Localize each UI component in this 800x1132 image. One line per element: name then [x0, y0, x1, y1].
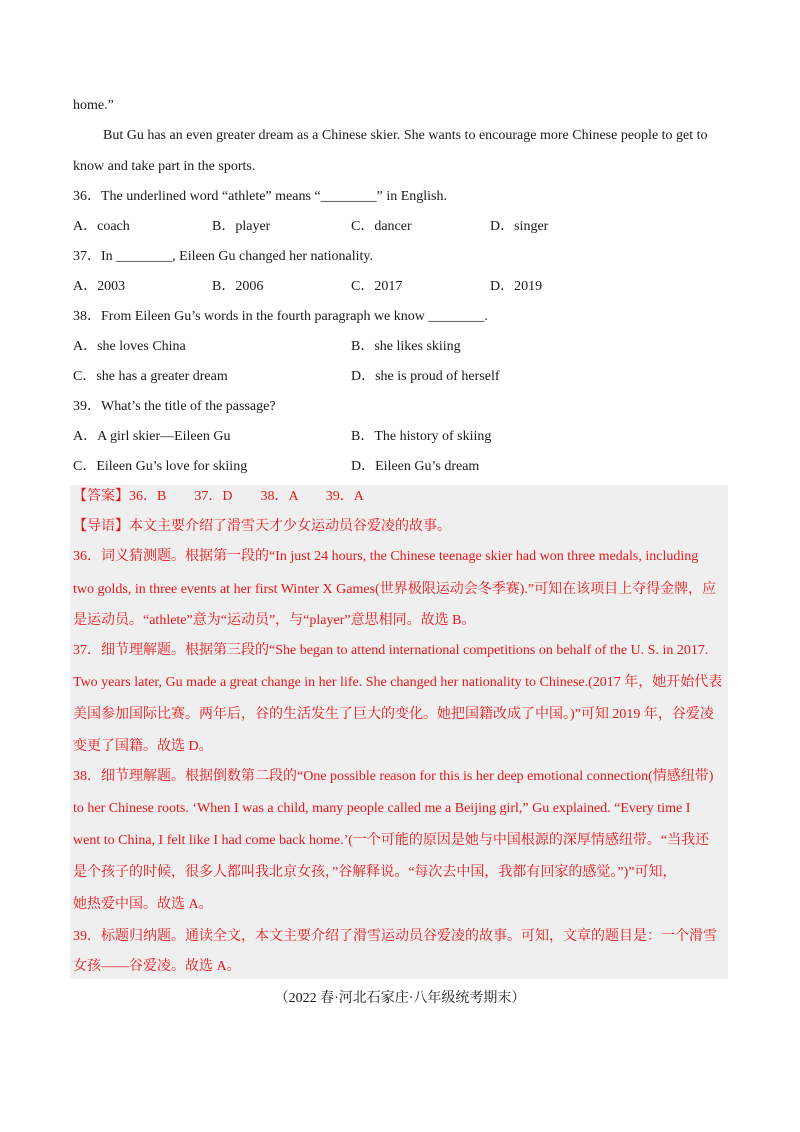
q37-option-c: C．2017 [351, 279, 403, 294]
explanation-line: 39．标题归纳题。通读全文，本文主要介绍了滑雪运动员谷爱凌的故事。可知，文章的题目是：一个滑雪 [73, 929, 717, 944]
q36-option-d: D．singer [490, 219, 549, 234]
explanation-line: 是个孩子的时候，很多人都叫我北京女孩，”谷解释说。“每次去中国，我都有回家的感觉。”)”可知， [73, 865, 677, 880]
explanation-line: two golds, in three events at her first Winter X Games(世界极限运动会冬季赛).”可知在该项目上夺得金牌，应 [73, 582, 717, 597]
q37-option-a: A．2003 [73, 279, 126, 294]
question-37-stem: 37．In ________, Eileen Gu changed her nationality. [73, 249, 374, 264]
passage-line: home.” [73, 98, 114, 113]
explanation-line: to her Chinese roots. ‘When I was a child, many people called me a Beijing girl,” Gu explained. “Every time I [73, 801, 691, 816]
q39-option-a: A．A girl skier—Eileen Gu [73, 429, 231, 444]
explanation-line: 36．词义猜测题。根据第一段的“In just 24 hours, the Chinese teenage skier had won three medals, including [73, 549, 699, 564]
q36-option-b: B．player [212, 219, 271, 234]
guide-line: 【导语】本文主要介绍了滑雪天才少女运动员谷爱凌的故事。 [73, 519, 451, 534]
explanation-line: 37．细节理解题。根据第三段的“She began to attend international competitions on behalf of the U. S. in 2017. [73, 643, 709, 658]
q39-option-d: D．Eileen Gu’s dream [351, 459, 480, 474]
explanation-line: 变更了国籍。故选 D。 [73, 739, 213, 754]
q38-option-b: B．she likes skiing [351, 339, 461, 354]
explanation-line: 38．细节理解题。根据倒数第二段的“One possible reason for this is her deep emotional connection(情感纽带) [73, 769, 714, 784]
q39-option-b: B．The history of skiing [351, 429, 492, 444]
explanation-line: 女孩——谷爱凌。故选 A。 [73, 959, 241, 974]
explanation-line: 美国参加国际比赛。两年后，谷的生活发生了巨大的变化。她把国籍改成了中国。)”可知 2019 年，谷爱凌 [73, 707, 714, 722]
q37-option-d: D．2019 [490, 279, 543, 294]
q38-option-a: A．she loves China [73, 339, 186, 354]
q37-option-b: B．2006 [212, 279, 264, 294]
passage-line: know and take part in the sports. [73, 159, 256, 174]
question-39-stem: 39．What’s the title of the passage? [73, 399, 276, 414]
explanation-line: went to China, I felt like I had come back home.’(一个可能的原因是她与中国根源的深厚情感纽带。“当我还 [73, 833, 710, 848]
source-citation: （2022 春·河北石家庄·八年级统考期末） [274, 991, 526, 1006]
question-38-stem: 38．From Eileen Gu’s words in the fourth paragraph we know ________. [73, 309, 488, 324]
q36-option-c: C．dancer [351, 219, 412, 234]
passage-line: But Gu has an even greater dream as a Chinese skier. She wants to encourage more Chinese people to get to [103, 128, 708, 143]
answer-line: 【答案】36．B 37．D 38．A 39．A [73, 489, 364, 504]
explanation-line: Two years later, Gu made a great change in her life. She changed her nationality to Chinese.(2017 年，她开始代表 [73, 675, 723, 690]
q38-option-c: C．she has a greater dream [73, 369, 228, 384]
q39-option-c: C．Eileen Gu’s love for skiing [73, 459, 248, 474]
q36-option-a: A．coach [73, 219, 130, 234]
explanation-line: 是运动员。“athlete”意为“运动员”，与“player”意思相同。故选 B。 [73, 613, 476, 628]
explanation-line: 她热爱中国。故选 A。 [73, 897, 213, 912]
question-36-stem: 36．The underlined word “athlete” means “________” in English. [73, 189, 448, 204]
q38-option-d: D．she is proud of herself [351, 369, 500, 384]
